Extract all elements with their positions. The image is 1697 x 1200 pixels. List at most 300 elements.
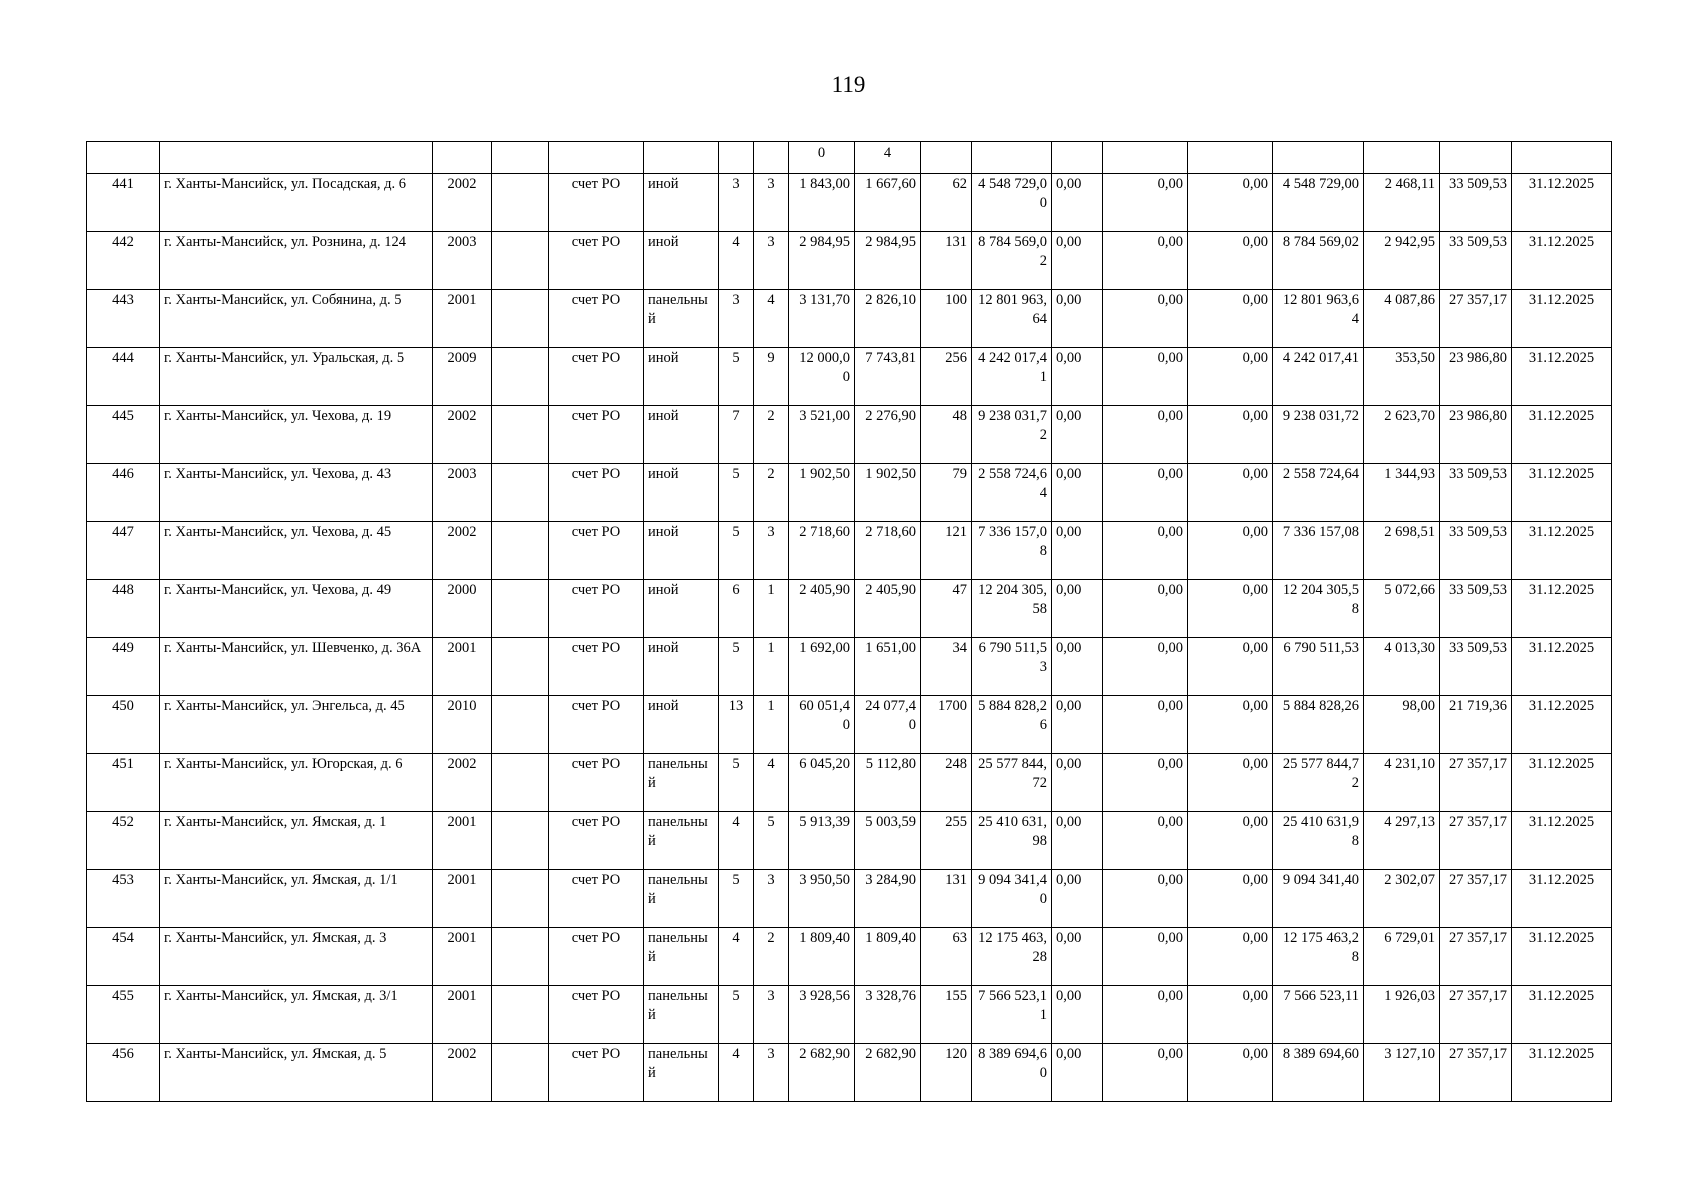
residents-cell: 1700 bbox=[921, 696, 972, 754]
residents-cell: 256 bbox=[921, 348, 972, 406]
address-cell: г. Ханты-Мансийск, ул. Чехова, д. 19 bbox=[160, 406, 433, 464]
fund-federal-cell: 0,00 bbox=[1052, 638, 1103, 696]
row-number-cell: 444 bbox=[87, 348, 160, 406]
entrances-cell: 3 bbox=[754, 522, 789, 580]
address-cell: г. Ханты-Мансийск, ул. Ямская, д. 3 bbox=[160, 928, 433, 986]
max-cost-per-sqm-cell: 27 357,17 bbox=[1440, 870, 1512, 928]
living-area-cell: 24 077,40 bbox=[855, 696, 921, 754]
wall-material-cell: панельный bbox=[644, 986, 719, 1044]
address-cell: г. Ханты-Мансийск, ул. Чехова, д. 49 bbox=[160, 580, 433, 638]
floors-cell: 5 bbox=[719, 986, 754, 1044]
row-number-cell: 441 bbox=[87, 174, 160, 232]
total-area-cell: 1 902,50 bbox=[789, 464, 855, 522]
fund-owners-cell: 5 884 828,26 bbox=[1273, 696, 1364, 754]
total-cost-cell: 9 238 031,72 bbox=[972, 406, 1052, 464]
residents-cell: 48 bbox=[921, 406, 972, 464]
entrances-cell: 4 bbox=[754, 290, 789, 348]
fund-owners-cell: 12 175 463,28 bbox=[1273, 928, 1364, 986]
fund-local-cell: 0,00 bbox=[1188, 1044, 1273, 1102]
empty-cell bbox=[492, 464, 549, 522]
year-cell: 2002 bbox=[433, 174, 492, 232]
fund-federal-cell: 0,00 bbox=[1052, 348, 1103, 406]
fund-federal-cell: 0,00 bbox=[1052, 406, 1103, 464]
fund-method-cell: счет РО bbox=[549, 986, 644, 1044]
year-cell: 2002 bbox=[433, 522, 492, 580]
entrances-cell: 2 bbox=[754, 406, 789, 464]
address-cell: г. Ханты-Мансийск, ул. Уральская, д. 5 bbox=[160, 348, 433, 406]
total-cost-cell: 12 175 463,28 bbox=[972, 928, 1052, 986]
entrances-cell: 2 bbox=[754, 464, 789, 522]
row-number-cell: 451 bbox=[87, 754, 160, 812]
cost-per-sqm-cell: 5 072,66 bbox=[1364, 580, 1440, 638]
max-cost-per-sqm-cell: 33 509,53 bbox=[1440, 174, 1512, 232]
living-area-cell: 3 284,90 bbox=[855, 870, 921, 928]
fund-local-cell: 0,00 bbox=[1188, 290, 1273, 348]
deadline-cell: 31.12.2025 bbox=[1512, 406, 1612, 464]
year-cell: 2009 bbox=[433, 348, 492, 406]
max-cost-per-sqm-cell: 27 357,17 bbox=[1440, 754, 1512, 812]
total-cost-cell: 12 204 305,58 bbox=[972, 580, 1052, 638]
fund-local-cell: 0,00 bbox=[1188, 580, 1273, 638]
row-number-cell: 455 bbox=[87, 986, 160, 1044]
fund-method-cell: счет РО bbox=[549, 406, 644, 464]
row-number-cell: 453 bbox=[87, 870, 160, 928]
residents-cell: 131 bbox=[921, 870, 972, 928]
empty-cell bbox=[492, 928, 549, 986]
wall-material-cell: иной bbox=[644, 406, 719, 464]
entrances-cell: 1 bbox=[754, 580, 789, 638]
living-area-cell: 5 112,80 bbox=[855, 754, 921, 812]
fund-federal-cell: 0,00 bbox=[1052, 232, 1103, 290]
fund-regional-cell: 0,00 bbox=[1103, 290, 1188, 348]
total-area-cell: 2 984,95 bbox=[789, 232, 855, 290]
table-row bbox=[87, 290, 1612, 348]
cost-per-sqm-cell: 2 942,95 bbox=[1364, 232, 1440, 290]
fund-owners-cell: 9 094 341,40 bbox=[1273, 870, 1364, 928]
deadline-cell: 31.12.2025 bbox=[1512, 638, 1612, 696]
wall-material-cell: панельный bbox=[644, 928, 719, 986]
fund-regional-cell: 0,00 bbox=[1103, 464, 1188, 522]
year-cell: 2001 bbox=[433, 638, 492, 696]
total-area-cell: 1 843,00 bbox=[789, 174, 855, 232]
residents-cell: 121 bbox=[921, 522, 972, 580]
continuation-cell bbox=[754, 142, 789, 174]
living-area-cell: 2 826,10 bbox=[855, 290, 921, 348]
fund-method-cell: счет РО bbox=[549, 812, 644, 870]
wall-material-cell: иной bbox=[644, 464, 719, 522]
max-cost-per-sqm-cell: 27 357,17 bbox=[1440, 928, 1512, 986]
fund-regional-cell: 0,00 bbox=[1103, 522, 1188, 580]
empty-cell bbox=[492, 1044, 549, 1102]
max-cost-per-sqm-cell: 27 357,17 bbox=[1440, 812, 1512, 870]
fund-federal-cell: 0,00 bbox=[1052, 464, 1103, 522]
cost-per-sqm-cell: 4 013,30 bbox=[1364, 638, 1440, 696]
living-area-cell: 5 003,59 bbox=[855, 812, 921, 870]
table-row bbox=[87, 754, 1612, 812]
fund-method-cell: счет РО bbox=[549, 1044, 644, 1102]
continuation-cell bbox=[549, 142, 644, 174]
total-cost-cell: 5 884 828,26 bbox=[972, 696, 1052, 754]
wall-material-cell: иной bbox=[644, 232, 719, 290]
floors-cell: 5 bbox=[719, 464, 754, 522]
fund-regional-cell: 0,00 bbox=[1103, 696, 1188, 754]
year-cell: 2003 bbox=[433, 232, 492, 290]
max-cost-per-sqm-cell: 27 357,17 bbox=[1440, 290, 1512, 348]
fund-federal-cell: 0,00 bbox=[1052, 1044, 1103, 1102]
table-row bbox=[87, 870, 1612, 928]
cost-per-sqm-cell: 2 698,51 bbox=[1364, 522, 1440, 580]
floors-cell: 4 bbox=[719, 1044, 754, 1102]
entrances-cell: 9 bbox=[754, 348, 789, 406]
total-cost-cell: 8 389 694,60 bbox=[972, 1044, 1052, 1102]
continuation-cell bbox=[1364, 142, 1440, 174]
fund-owners-cell: 4 548 729,00 bbox=[1273, 174, 1364, 232]
total-cost-cell: 4 548 729,00 bbox=[972, 174, 1052, 232]
row-number-cell: 454 bbox=[87, 928, 160, 986]
year-cell: 2001 bbox=[433, 928, 492, 986]
entrances-cell: 3 bbox=[754, 870, 789, 928]
cost-per-sqm-cell: 2 623,70 bbox=[1364, 406, 1440, 464]
fund-federal-cell: 0,00 bbox=[1052, 696, 1103, 754]
row-number-cell: 456 bbox=[87, 1044, 160, 1102]
fund-federal-cell: 0,00 bbox=[1052, 522, 1103, 580]
entrances-cell: 4 bbox=[754, 754, 789, 812]
continuation-cell bbox=[492, 142, 549, 174]
fund-owners-cell: 8 389 694,60 bbox=[1273, 1044, 1364, 1102]
wall-material-cell: панельный bbox=[644, 812, 719, 870]
fund-method-cell: счет РО bbox=[549, 928, 644, 986]
total-cost-cell: 7 566 523,11 bbox=[972, 986, 1052, 1044]
max-cost-per-sqm-cell: 27 357,17 bbox=[1440, 1044, 1512, 1102]
continuation-cell: 4 bbox=[855, 142, 921, 174]
fund-owners-cell: 8 784 569,02 bbox=[1273, 232, 1364, 290]
table-row bbox=[87, 986, 1612, 1044]
empty-cell bbox=[492, 638, 549, 696]
total-cost-cell: 2 558 724,64 bbox=[972, 464, 1052, 522]
deadline-cell: 31.12.2025 bbox=[1512, 290, 1612, 348]
total-area-cell: 12 000,00 bbox=[789, 348, 855, 406]
cost-per-sqm-cell: 2 302,07 bbox=[1364, 870, 1440, 928]
total-area-cell: 60 051,40 bbox=[789, 696, 855, 754]
deadline-cell: 31.12.2025 bbox=[1512, 174, 1612, 232]
year-cell: 2010 bbox=[433, 696, 492, 754]
continuation-cell bbox=[433, 142, 492, 174]
fund-method-cell: счет РО bbox=[549, 870, 644, 928]
address-cell: г. Ханты-Мансийск, ул. Ямская, д. 1/1 bbox=[160, 870, 433, 928]
cost-per-sqm-cell: 6 729,01 bbox=[1364, 928, 1440, 986]
fund-local-cell: 0,00 bbox=[1188, 870, 1273, 928]
deadline-cell: 31.12.2025 bbox=[1512, 754, 1612, 812]
deadline-cell: 31.12.2025 bbox=[1512, 580, 1612, 638]
total-area-cell: 3 131,70 bbox=[789, 290, 855, 348]
floors-cell: 4 bbox=[719, 812, 754, 870]
deadline-cell: 31.12.2025 bbox=[1512, 870, 1612, 928]
page-number: 119 bbox=[831, 72, 866, 97]
total-area-cell: 3 521,00 bbox=[789, 406, 855, 464]
living-area-cell: 1 902,50 bbox=[855, 464, 921, 522]
floors-cell: 4 bbox=[719, 928, 754, 986]
year-cell: 2000 bbox=[433, 580, 492, 638]
empty-cell bbox=[492, 174, 549, 232]
address-cell: г. Ханты-Мансийск, ул. Ямская, д. 5 bbox=[160, 1044, 433, 1102]
wall-material-cell: панельный bbox=[644, 754, 719, 812]
continuation-cell bbox=[160, 142, 433, 174]
empty-cell bbox=[492, 406, 549, 464]
living-area-cell: 2 276,90 bbox=[855, 406, 921, 464]
deadline-cell: 31.12.2025 bbox=[1512, 696, 1612, 754]
fund-local-cell: 0,00 bbox=[1188, 754, 1273, 812]
deadline-cell: 31.12.2025 bbox=[1512, 464, 1612, 522]
wall-material-cell: иной bbox=[644, 348, 719, 406]
empty-cell bbox=[492, 522, 549, 580]
fund-local-cell: 0,00 bbox=[1188, 406, 1273, 464]
continuation-cell bbox=[972, 142, 1052, 174]
floors-cell: 3 bbox=[719, 290, 754, 348]
wall-material-cell: иной bbox=[644, 174, 719, 232]
fund-regional-cell: 0,00 bbox=[1103, 174, 1188, 232]
fund-method-cell: счет РО bbox=[549, 348, 644, 406]
fund-method-cell: счет РО bbox=[549, 754, 644, 812]
fund-regional-cell: 0,00 bbox=[1103, 928, 1188, 986]
fund-owners-cell: 25 410 631,98 bbox=[1273, 812, 1364, 870]
continuation-cell bbox=[921, 142, 972, 174]
fund-method-cell: счет РО bbox=[549, 232, 644, 290]
fund-federal-cell: 0,00 bbox=[1052, 870, 1103, 928]
continuation-cell bbox=[1188, 142, 1273, 174]
total-area-cell: 3 950,50 bbox=[789, 870, 855, 928]
fund-regional-cell: 0,00 bbox=[1103, 1044, 1188, 1102]
continuation-cell bbox=[1052, 142, 1103, 174]
table-row bbox=[87, 696, 1612, 754]
row-number-cell: 448 bbox=[87, 580, 160, 638]
address-cell: г. Ханты-Мансийск, ул. Посадская, д. 6 bbox=[160, 174, 433, 232]
entrances-cell: 5 bbox=[754, 812, 789, 870]
row-number-cell: 452 bbox=[87, 812, 160, 870]
wall-material-cell: иной bbox=[644, 638, 719, 696]
floors-cell: 13 bbox=[719, 696, 754, 754]
entrances-cell: 3 bbox=[754, 1044, 789, 1102]
total-area-cell: 5 913,39 bbox=[789, 812, 855, 870]
year-cell: 2001 bbox=[433, 812, 492, 870]
fund-federal-cell: 0,00 bbox=[1052, 580, 1103, 638]
housing-register-table bbox=[86, 141, 1612, 1102]
table-row bbox=[87, 406, 1612, 464]
living-area-cell: 3 328,76 bbox=[855, 986, 921, 1044]
address-cell: г. Ханты-Мансийск, ул. Шевченко, д. 36А bbox=[160, 638, 433, 696]
empty-cell bbox=[492, 986, 549, 1044]
fund-owners-cell: 2 558 724,64 bbox=[1273, 464, 1364, 522]
wall-material-cell: иной bbox=[644, 522, 719, 580]
cost-per-sqm-cell: 353,50 bbox=[1364, 348, 1440, 406]
max-cost-per-sqm-cell: 27 357,17 bbox=[1440, 986, 1512, 1044]
deadline-cell: 31.12.2025 bbox=[1512, 928, 1612, 986]
total-cost-cell: 12 801 963,64 bbox=[972, 290, 1052, 348]
fund-method-cell: счет РО bbox=[549, 580, 644, 638]
fund-method-cell: счет РО bbox=[549, 174, 644, 232]
floors-cell: 5 bbox=[719, 754, 754, 812]
cost-per-sqm-cell: 98,00 bbox=[1364, 696, 1440, 754]
fund-regional-cell: 0,00 bbox=[1103, 406, 1188, 464]
row-number-cell: 449 bbox=[87, 638, 160, 696]
fund-federal-cell: 0,00 bbox=[1052, 812, 1103, 870]
table-row bbox=[87, 348, 1612, 406]
fund-local-cell: 0,00 bbox=[1188, 174, 1273, 232]
total-area-cell: 1 809,40 bbox=[789, 928, 855, 986]
max-cost-per-sqm-cell: 21 719,36 bbox=[1440, 696, 1512, 754]
living-area-cell: 2 405,90 bbox=[855, 580, 921, 638]
year-cell: 2003 bbox=[433, 464, 492, 522]
floors-cell: 4 bbox=[719, 232, 754, 290]
max-cost-per-sqm-cell: 23 986,80 bbox=[1440, 348, 1512, 406]
fund-owners-cell: 9 238 031,72 bbox=[1273, 406, 1364, 464]
fund-owners-cell: 7 566 523,11 bbox=[1273, 986, 1364, 1044]
wall-material-cell: панельный bbox=[644, 290, 719, 348]
residents-cell: 62 bbox=[921, 174, 972, 232]
deadline-cell: 31.12.2025 bbox=[1512, 232, 1612, 290]
total-cost-cell: 25 410 631,98 bbox=[972, 812, 1052, 870]
total-cost-cell: 6 790 511,53 bbox=[972, 638, 1052, 696]
row-number-cell: 445 bbox=[87, 406, 160, 464]
fund-federal-cell: 0,00 bbox=[1052, 754, 1103, 812]
fund-regional-cell: 0,00 bbox=[1103, 754, 1188, 812]
address-cell: г. Ханты-Мансийск, ул. Чехова, д. 45 bbox=[160, 522, 433, 580]
empty-cell bbox=[492, 232, 549, 290]
empty-cell bbox=[492, 754, 549, 812]
residents-cell: 248 bbox=[921, 754, 972, 812]
table-row bbox=[87, 174, 1612, 232]
cost-per-sqm-cell: 4 231,10 bbox=[1364, 754, 1440, 812]
empty-cell bbox=[492, 696, 549, 754]
fund-owners-cell: 25 577 844,72 bbox=[1273, 754, 1364, 812]
max-cost-per-sqm-cell: 33 509,53 bbox=[1440, 580, 1512, 638]
fund-regional-cell: 0,00 bbox=[1103, 580, 1188, 638]
living-area-cell: 2 718,60 bbox=[855, 522, 921, 580]
fund-federal-cell: 0,00 bbox=[1052, 290, 1103, 348]
floors-cell: 6 bbox=[719, 580, 754, 638]
living-area-cell: 1 651,00 bbox=[855, 638, 921, 696]
fund-regional-cell: 0,00 bbox=[1103, 638, 1188, 696]
deadline-cell: 31.12.2025 bbox=[1512, 812, 1612, 870]
fund-federal-cell: 0,00 bbox=[1052, 928, 1103, 986]
continuation-cell bbox=[644, 142, 719, 174]
entrances-cell: 1 bbox=[754, 638, 789, 696]
deadline-cell: 31.12.2025 bbox=[1512, 348, 1612, 406]
deadline-cell: 31.12.2025 bbox=[1512, 522, 1612, 580]
fund-method-cell: счет РО bbox=[549, 522, 644, 580]
table-row bbox=[87, 638, 1612, 696]
empty-cell bbox=[492, 870, 549, 928]
living-area-cell: 2 682,90 bbox=[855, 1044, 921, 1102]
max-cost-per-sqm-cell: 33 509,53 bbox=[1440, 232, 1512, 290]
row-number-cell: 443 bbox=[87, 290, 160, 348]
fund-regional-cell: 0,00 bbox=[1103, 812, 1188, 870]
fund-regional-cell: 0,00 bbox=[1103, 986, 1188, 1044]
address-cell: г. Ханты-Мансийск, ул. Ямская, д. 1 bbox=[160, 812, 433, 870]
row-number-cell: 442 bbox=[87, 232, 160, 290]
floors-cell: 5 bbox=[719, 638, 754, 696]
residents-cell: 155 bbox=[921, 986, 972, 1044]
residents-cell: 47 bbox=[921, 580, 972, 638]
floors-cell: 3 bbox=[719, 174, 754, 232]
fund-owners-cell: 4 242 017,41 bbox=[1273, 348, 1364, 406]
deadline-cell: 31.12.2025 bbox=[1512, 986, 1612, 1044]
cost-per-sqm-cell: 4 297,13 bbox=[1364, 812, 1440, 870]
entrances-cell: 3 bbox=[754, 232, 789, 290]
continuation-cell bbox=[719, 142, 754, 174]
residents-cell: 79 bbox=[921, 464, 972, 522]
fund-local-cell: 0,00 bbox=[1188, 638, 1273, 696]
fund-method-cell: счет РО bbox=[549, 464, 644, 522]
empty-cell bbox=[492, 580, 549, 638]
living-area-cell: 1 809,40 bbox=[855, 928, 921, 986]
table-row bbox=[87, 522, 1612, 580]
year-cell: 2001 bbox=[433, 870, 492, 928]
total-area-cell: 6 045,20 bbox=[789, 754, 855, 812]
living-area-cell: 1 667,60 bbox=[855, 174, 921, 232]
fund-local-cell: 0,00 bbox=[1188, 464, 1273, 522]
total-area-cell: 2 682,90 bbox=[789, 1044, 855, 1102]
entrances-cell: 2 bbox=[754, 928, 789, 986]
entrances-cell: 1 bbox=[754, 696, 789, 754]
address-cell: г. Ханты-Мансийск, ул. Чехова, д. 43 bbox=[160, 464, 433, 522]
year-cell: 2002 bbox=[433, 406, 492, 464]
residents-cell: 120 bbox=[921, 1044, 972, 1102]
living-area-cell: 7 743,81 bbox=[855, 348, 921, 406]
fund-local-cell: 0,00 bbox=[1188, 232, 1273, 290]
max-cost-per-sqm-cell: 33 509,53 bbox=[1440, 522, 1512, 580]
fund-local-cell: 0,00 bbox=[1188, 812, 1273, 870]
total-area-cell: 3 928,56 bbox=[789, 986, 855, 1044]
fund-owners-cell: 7 336 157,08 bbox=[1273, 522, 1364, 580]
wall-material-cell: иной bbox=[644, 580, 719, 638]
fund-regional-cell: 0,00 bbox=[1103, 870, 1188, 928]
deadline-cell: 31.12.2025 bbox=[1512, 1044, 1612, 1102]
total-area-cell: 2 405,90 bbox=[789, 580, 855, 638]
cost-per-sqm-cell: 4 087,86 bbox=[1364, 290, 1440, 348]
residents-cell: 100 bbox=[921, 290, 972, 348]
floors-cell: 5 bbox=[719, 348, 754, 406]
fund-owners-cell: 12 204 305,58 bbox=[1273, 580, 1364, 638]
residents-cell: 63 bbox=[921, 928, 972, 986]
fund-method-cell: счет РО bbox=[549, 638, 644, 696]
year-cell: 2001 bbox=[433, 986, 492, 1044]
cost-per-sqm-cell: 1 926,03 bbox=[1364, 986, 1440, 1044]
table-row bbox=[87, 812, 1612, 870]
address-cell: г. Ханты-Мансийск, ул. Югорская, д. 6 bbox=[160, 754, 433, 812]
residents-cell: 34 bbox=[921, 638, 972, 696]
fund-regional-cell: 0,00 bbox=[1103, 232, 1188, 290]
address-cell: г. Ханты-Мансийск, ул. Ямская, д. 3/1 bbox=[160, 986, 433, 1044]
fund-local-cell: 0,00 bbox=[1188, 522, 1273, 580]
address-cell: г. Ханты-Мансийск, ул. Рознина, д. 124 bbox=[160, 232, 433, 290]
fund-owners-cell: 12 801 963,64 bbox=[1273, 290, 1364, 348]
total-cost-cell: 4 242 017,41 bbox=[972, 348, 1052, 406]
cost-per-sqm-cell: 2 468,11 bbox=[1364, 174, 1440, 232]
continuation-cell bbox=[1273, 142, 1364, 174]
continuation-cell bbox=[87, 142, 160, 174]
continuation-cell: 0 bbox=[789, 142, 855, 174]
table-body bbox=[87, 142, 1612, 1102]
cost-per-sqm-cell: 1 344,93 bbox=[1364, 464, 1440, 522]
wall-material-cell: иной bbox=[644, 696, 719, 754]
continuation-cell bbox=[1440, 142, 1512, 174]
table-row bbox=[87, 580, 1612, 638]
total-area-cell: 1 692,00 bbox=[789, 638, 855, 696]
fund-local-cell: 0,00 bbox=[1188, 696, 1273, 754]
continuation-cell bbox=[1103, 142, 1188, 174]
year-cell: 2002 bbox=[433, 1044, 492, 1102]
entrances-cell: 3 bbox=[754, 986, 789, 1044]
